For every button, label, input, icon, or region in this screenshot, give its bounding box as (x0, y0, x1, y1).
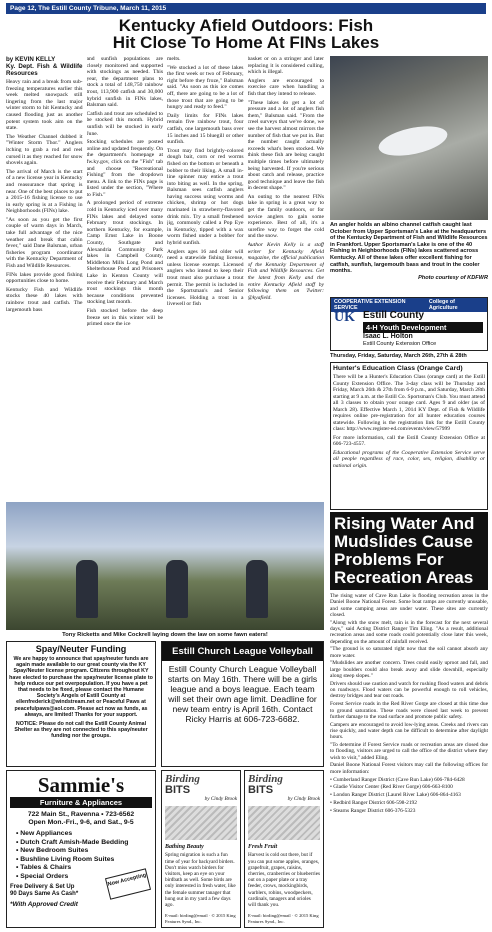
person-figure (246, 560, 268, 618)
delivery-text: Free Delivery & Set Up (10, 884, 75, 890)
catfish-photo (330, 56, 488, 220)
article-paragraph: "These lakes do get a lot of pressure and a lot of anglers fish them," Balsman said. "From the creel surveys that we've done, we see the harvest almost mirrors the number of fish that we put in. But the number caught actually exceeds what's been stocked. We think these fish are being caught multiple times before ultimately being harvested. If you're serious about catch and release, practice good technique and leave the fish in decent shape." (247, 99, 324, 192)
rising-paragraph: Drivers should use caution and watch for rushing flood waters and debris on roadways. Flood waters can be powerful enough to roll vehicles, destroy bridges and tear out roads. (330, 680, 488, 700)
article-column-4 (248, 56, 325, 500)
caption-text: An angler holds an albino channel catfish caught last October from Upper Sportsman's Lake at the headquarters of the Kentucky Department of Fish and Wildlife Resources in Frankfort. Upper Sportsman's Lake is one of the 40 Fishing in Neighborhoods (FINs) lakes scattered across Kentucky. All of these lakes offer excellent fishing for catfish, sunfish, largemouth bass and trout in the cooler months. (330, 222, 488, 275)
article-paragraph: FINs lakes provide good fishing opportunities close to home. (6, 271, 83, 285)
product-item: • New Bedroom Suites (16, 847, 89, 854)
person-figure (76, 560, 98, 618)
hunter-education-notice (330, 362, 488, 510)
county-name: Estill County (363, 310, 425, 321)
spay-title: Spay/Neuter Funding (35, 644, 127, 654)
article-paragraph: Trout may find brightly-colored dough bait, corn or red worms fished on the bottom or beneath a bobber to their liking. A small in-line spinner may entice a trout into biting as well. In the spring, Balsman sees catfish anglers having success using worms and chicken, shrimp or hot dogs marinated in strawberry-flavored drink mix. Try a small freshened jig, commonly called a Pop Eye in Kentucky, tipped with a wax worm fished under a bobber for hybrid sunfish. (167, 147, 244, 247)
page-folio: Page 12, The Estill County Tribune, March 11, 2015 (6, 3, 486, 14)
article-paragraph: melts. (167, 56, 181, 62)
birding-author: by Cindy Brook (204, 796, 237, 802)
rising-water-headline: Rising Water And Mudslides Cause Problems For Recreation Areas (330, 512, 488, 590)
class-dates: Thursday, Friday, Saturday, March 26th, 27th & 28th (330, 353, 467, 359)
birding-footer: E-mail: birding@email · © 2015 King Features Synd., Inc. (248, 913, 319, 924)
article-paragraph: basket or on a stringer and later replacing it is considered culling, which is illegal. (247, 56, 324, 76)
hunter-title: Hunter's Education Class (Orange Card) (333, 365, 463, 372)
product-item: • New Appliances (16, 830, 73, 837)
person-figure (166, 560, 188, 618)
rising-paragraph: "To determine if Forest Service roads or recreation areas are closed due to flooding, visitors are urged to call the office of the district where they wish to visit," added Eling. (330, 742, 488, 761)
store-address: 722 Main St., Ravenna • 723-6562 (27, 811, 135, 818)
extension-banner (330, 297, 488, 351)
hunter-paragraph: There will be a Hunter's Education Class (orange card) at the Estill County Extension Office. The 3-day class will be Thursday and Friday, March 26th & 27th from 6-9 p.m., and Saturday, March 28th starting at 9 a.m. at the Estill Co. Sportsman's Club. You must attend all 3 classes to obtain your orange card. Ages 9 and older (as of March 28). Effective March 1, 2014 KY Dept. of Fish & Wildlife requires online pre-registration for all hunter education courses statewide. Following is the registration link for the Estill County class: http://www.register-ed.com/events/view/57999 (333, 374, 485, 432)
now-accepting-badge: Now Accepting (105, 868, 151, 900)
credit-note: *With Approved Credit (10, 901, 78, 908)
bird-illustration (165, 806, 237, 840)
league-title: Estill Church League Volleyball (162, 642, 323, 661)
article-paragraph: "We stocked a lot of these lakes the first week or two of February, right before they froze," Balsman said. "As soon as this ice comes off, there are going to be a lot of those trout that are going to be hungry and ready to feed." (167, 64, 244, 111)
article-paragraph: Anglers ages 16 and older will need a statewide fishing license, unless license exempt. Licensed anglers who intend to keep their trout must also purchase a trout permit. The permit is included in the Sportsman's and Senior licenses. Holding a trout in a livewell or fish (167, 248, 244, 308)
league-body: Estill County Church League Volleyball starts on May 16th. There will be a girls league and a boys league. Each team will set their own age limit. Deadline for new team entry is April 16th. Contact Ricky Harris at 606-723-6682. (167, 664, 318, 724)
college-label: College of Agriculture (428, 299, 458, 311)
birding-logo: Birding (165, 773, 200, 785)
birding-title: Fresh Fruit (248, 844, 278, 851)
headline (6, 17, 486, 51)
spay-neuter-notice (6, 641, 156, 767)
article-paragraph: The Weather Channel dubbed it "Winter Storm Thor." Anglers itching to grab a rod and reel cursed it as they reached for snow shovels again. (6, 133, 83, 167)
rising-paragraph: "Mudslides are another concern. Trees could easily uproot and fall, and large boulders could also break away and slide downhill, especially along steep slopes." (330, 660, 488, 680)
agent-name: Isaac L. Holton (363, 333, 413, 340)
headline-line-1: Kentucky Afield Outdoors: Fish (118, 16, 374, 35)
author-note: Author Kevin Kelly is a staff writer for Kentucky Afield magazine, the official publication of the Kentucky Department of Fish and Wildlife Resources. Get the latest from Kelly and the entire Kentucky Afield staff by following them on Twitter: @kyafield. (247, 242, 324, 301)
ranger-office: • Cumberland Ranger District (Cave Run Lake) 606-784-6428 (330, 776, 465, 783)
product-item: • Tables & Chairs (16, 864, 72, 871)
office-name: Estill County Extension Office (363, 341, 437, 347)
rising-paragraph: Daniel Boone National Forest visitors may call the following offices for more information: (330, 762, 488, 775)
byline-org: Ky. Dept. Fish & Wildlife Resources (6, 63, 83, 77)
rising-paragraph: "The ground is so saturated right now that the soil cannot absorb any more water. (330, 646, 488, 659)
rising-paragraph: Campers are encouraged to avoid low-lying areas. Creeks and rivers can rise quickly, and water depth can be difficult to determine after daylight hours. (330, 721, 488, 741)
birding-title: Bathing Beauty (165, 844, 204, 851)
byline-name: by KEVIN KELLY (6, 56, 56, 63)
article-paragraph: The arrival of March is the start of a new license year in Kentucky and reassurance that spring is near. One of the best places to put a 2015-16 fishing license to use in early spring is at a Fishing in Neighborhoods (FINs) lake. (6, 168, 83, 215)
birding-author: by Cindy Brook (287, 796, 320, 802)
rising-paragraph: "Along with the snow melt, rain is in the forecast for the next several days," said Acting District Ranger Tim Eling. "As a result, additional recreation areas and some roads could potentially close later this week, depending on the amount of rainfall received. (330, 619, 488, 645)
product-item: • Dutch Craft Amish-Made Bedding (16, 838, 129, 846)
article-paragraph: Anglers are encouraged to exercise care when handling a fish that they intend to release. (247, 77, 324, 97)
birding-card-fruit (244, 770, 324, 928)
article-paragraph: A prolonged period of extreme cold in Kentucky iced over many FINs lakes and delayed some February trout stockings. In northern Kentucky, for example, Camp Ernst Lake in Boone County, Southgate and Alexandria Community Park lakes in Campbell County, Middleton Mills Long Pond and Shelterhouse Pond and Prisoners Lake in Kenton County will receive their February and March trout stockings this month because conditions prevented stocking last month. (86, 200, 163, 306)
spay-notice: NOTICE: Please do not call the Estill County Animal Shelter as they are not connected to this spay/neuter funding nor the groups. (14, 721, 148, 740)
store-subtitle: Furniture & Appliances (10, 797, 152, 808)
bird-illustration (248, 806, 320, 840)
rising-water-article (330, 593, 488, 928)
sammies-furniture-ad (6, 770, 156, 928)
headline-line-2: Hit Close To Home At FINs Lakes (112, 33, 380, 52)
article-paragraph: Stocking schedules are posted online and updated frequently. On the department's homepage at fw.ky.gov, click on the "Fish" tab and choose "Recreational Fishing" from the dropdown menu. A link to the FINs page is listed under the section, "Where to Fish." (86, 139, 163, 198)
article-column-3 (167, 56, 244, 500)
ranger-office: • Stearns Ranger District 606-376-5323 (330, 807, 416, 814)
ranger-office: • Gladie Visitor Center (Red River Gorge) 606-663-8100 (330, 784, 453, 791)
article-paragraph: Fish stocked before the deep freeze set in this winter will be primed once the ice (86, 307, 163, 328)
bits-logo: BITS (165, 784, 191, 796)
store-name: Sammie's (37, 773, 125, 797)
catfish-figure (376, 121, 450, 161)
article-paragraph: and sunfish populations are closely monitored and supported with stockings as needed. This year, the department plans to stock a total of 148,750 rainbow trout, 113,900 catfish and 30,000 hybrid sunfish in FINs lakes, Balsman said. (86, 56, 163, 109)
financing-text: 90 Days Same As Cash* (10, 891, 79, 897)
uk-logo: UK (334, 310, 355, 325)
article-paragraph: Heavy rain and a break from sub-freezing temperatures earlier this week melted snowpack still lingering from the last major winter storm to hit Kentucky and caused flooding just as another potent system took aim on the state. (6, 79, 83, 132)
hunter-disclaimer: Educational programs of the Cooperative Extension Service serve all people regardless of race, color, sex, religion, disability or national origin. (333, 449, 485, 469)
rising-paragraph: The rising water of Cave Run Lake is flooding recreation areas in the Daniel Boone National Forest. Some boat ramps are currently unusable, and some camping areas are under water. These sites are currently closed. (330, 593, 488, 618)
ranger-office: • London Ranger District (Laurel River Lake) 606-864-4163 (330, 792, 461, 799)
article-paragraph: Daily limits for FINs lakes remain five rainbow trout, four catfish, one largemouth bass over 15 inches and 15 bluegill or other sunfish. (167, 112, 244, 146)
extension-service-label: COOPERATIVE EXTENSION SERVICE (334, 299, 406, 311)
ranger-office: • Redbird Ranger District 606-598-2192 (330, 799, 417, 806)
article-columns (6, 56, 324, 500)
byline (6, 56, 83, 77)
article-paragraph: Catfish and trout are scheduled to be stocked this month. Hybrid sunfish will be stocked in early June. (86, 110, 163, 137)
birding-body: Spring migration is such a fun time of year for backyard birders. Don't miss watch birders for visitors, keep an eye on your birdbath as well. Some birds are only interested in fresh water, like the female summer tanager that hung out in my yard a few days ago. (165, 852, 236, 909)
birding-logo: Birding (248, 773, 283, 785)
store-hours: Open Mon.-Fri., 9-6, and Sat., 9-5 (28, 819, 134, 826)
birding-columns (161, 770, 324, 928)
birding-body: Harvest is cold out there, but if you can put some apples, oranges, grapefruit, grapes, raisins, cherries, cranberries or blueberries out on a paper plate or a tray feeder, crows, mockingbirds, warblers, robins, woodpeckers, cardinals, tanagers and orioles will thank you. (248, 852, 321, 909)
volleyball-league-ad (161, 641, 324, 767)
hunters-photo-caption: Tony Ricketts and Mike Cockrell laying down the law on some fawn eaters! (62, 632, 268, 638)
article-column-1 (6, 56, 83, 500)
hunter-paragraph: For more information, call the Estill County Extension Office at 606-723-4557. (333, 434, 485, 447)
article-paragraph: Kentucky Fish and Wildlife stocks these 40 lakes with rainbow trout and catfish. The largemouth bass (6, 286, 83, 313)
photo-credit: Photo courtesy of KDFWR (418, 274, 488, 281)
rising-paragraph: Forest Service roads in the Red River Gorge are closed at this time due to ground saturation. These roads were closed last week to prevent further damage to the road surface and promote public safety. (330, 701, 488, 720)
article-paragraph: "As soon as you get the first couple of warm days in March, take full advantage of the nice weather and break that cabin fever," said Dane Balsman, urban fisheries program coordinator with the Kentucky Department of Fish and Wildlife Resources. (6, 216, 83, 270)
program-name: 4-H Youth Development (363, 322, 483, 333)
article-column-2 (87, 56, 164, 500)
catfish-photo-caption (330, 222, 488, 281)
article-paragraph: An outing to the nearest FINs lake in spring is a great way to get the family outdoors, or for novice anglers to gain some experience. Best of all, it's a surefire way to forget the cold and the snow. (247, 193, 324, 240)
spay-body: We are happy to announce that spay/neuter funds are again made available to our great county via the KY Spay/Neuter license program. Citizens throughout KY have elected to purchase the spay/neuter license plate to help reduce our pet overpopulation. If you have a pet that needs to be fixed, please contact the Humane Society's Angels of Estill County at ellenfrederick@windstream.net or Peaceful Paws at peacefulpaws@aol.com. Please act now as funds, as always, are limited! Thanks for your support. (9, 656, 153, 718)
birding-card-bathing (161, 770, 241, 928)
product-item: • Bushline Living Room Suites (16, 855, 115, 863)
birding-footer: E-mail: birding@email · © 2015 King Features Synd., Inc. (165, 913, 236, 924)
hunters-photo (6, 502, 324, 630)
bits-logo: BITS (248, 784, 274, 796)
product-item: • Special Orders (16, 872, 69, 880)
